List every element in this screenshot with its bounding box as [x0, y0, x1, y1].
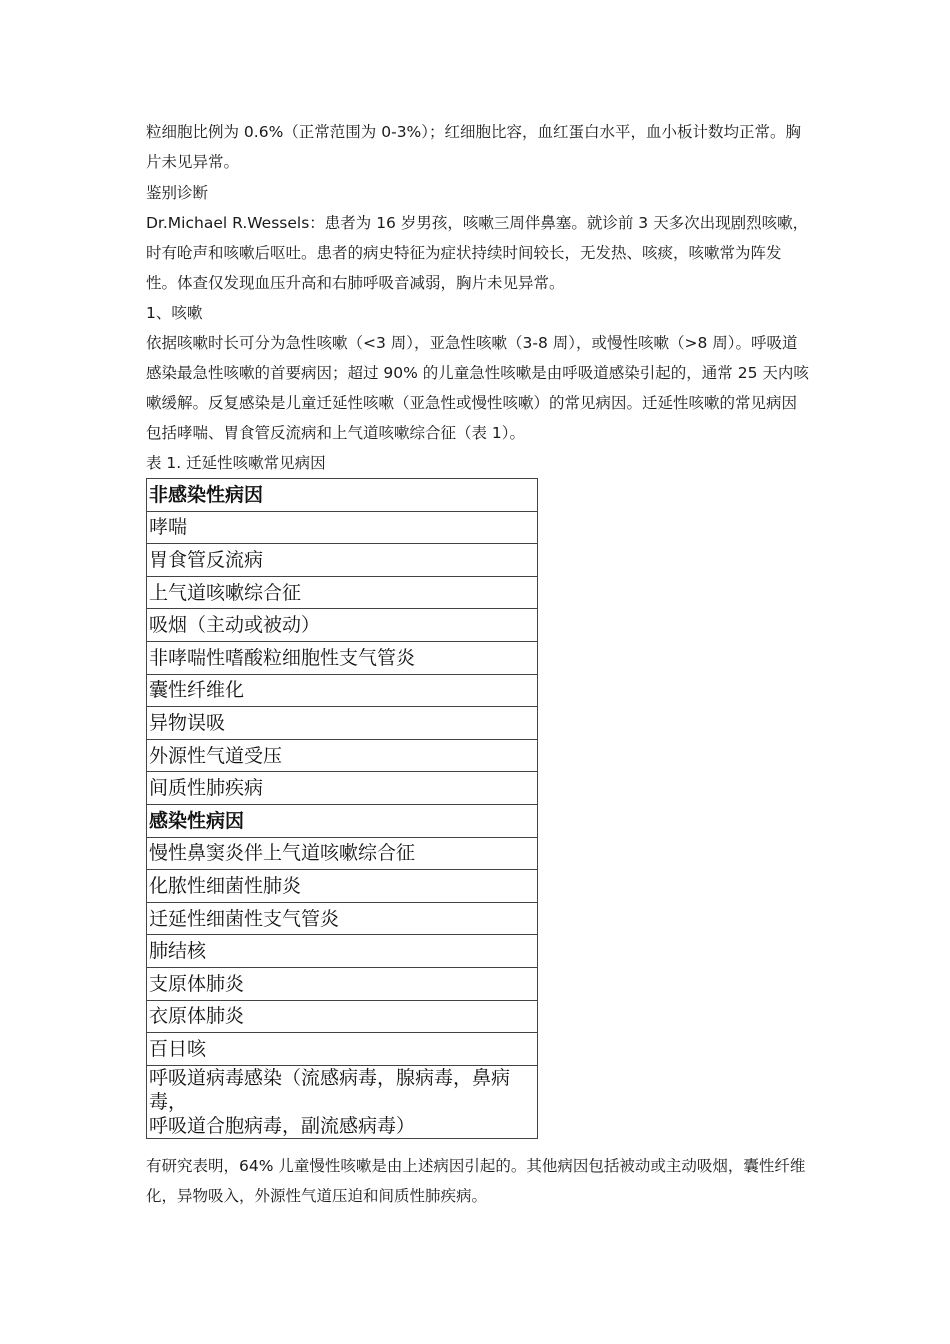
- table-row: [147, 837, 538, 870]
- table-cell: 百日咳: [147, 1033, 538, 1066]
- table-cell: 哮喘: [147, 511, 538, 544]
- table-cell: 呼吸道病毒感染（流感病毒，腺病毒，鼻病毒， 呼吸道合胞病毒，副流感病毒）: [147, 1065, 538, 1138]
- table-row: [147, 707, 538, 740]
- table-row: [147, 1033, 538, 1066]
- table-row: [147, 902, 538, 935]
- table-cell: 胃食管反流病: [147, 544, 538, 577]
- paragraph-cough-classification: 依据咳嗽时长可分为急性咳嗽（<3 周），亚急性咳嗽（3-8 周），或慢性咳嗽（>8 周）。呼吸道感染最急性咳嗽的首要病因；超过 90% 的儿童急性咳嗽是由呼吸道感染引起的，通常 25 天内咳嗽缓解。反复感染是儿童迁延性咳嗽（亚急性或慢性咳嗽）的常见病因。迁延性咳嗽的常见病因包括哮喘、胃食管反流病和上气道咳嗽综合征（表 1）。: [146, 334, 809, 442]
- table-cell: 外源性气道受压: [147, 739, 538, 772]
- table-group-header-noninfectious: 非感染性病因: [147, 479, 538, 512]
- table-cell: 上气道咳嗽综合征: [147, 576, 538, 609]
- table-row: [147, 1065, 538, 1138]
- table-row: [147, 674, 538, 707]
- table-cell: 支原体肺炎: [147, 967, 538, 1000]
- table-row: [147, 1000, 538, 1033]
- table-caption: 表 1. 迁延性咳嗽常见病因: [146, 454, 326, 472]
- table-group-header-infectious: 感染性病因: [147, 804, 538, 837]
- table-row: [147, 804, 538, 837]
- table-cell: 吸烟（主动或被动）: [147, 609, 538, 642]
- table-cell: 化脓性细菌性肺炎: [147, 870, 538, 903]
- table-cell: 迁延性细菌性支气管炎: [147, 902, 538, 935]
- paragraph-conclusion: 有研究表明，64% 儿童慢性咳嗽是由上述病因引起的。其他病因包括被动或主动吸烟，囊性纤维化，异物吸入，外源性气道压迫和间质性肺疾病。: [146, 1157, 806, 1205]
- table-cell: 异物误吸: [147, 707, 538, 740]
- table-cell: 衣原体肺炎: [147, 1000, 538, 1033]
- table-cell: 非哮喘性嗜酸粒细胞性支气管炎: [147, 641, 538, 674]
- table-row: [147, 544, 538, 577]
- table-row: [147, 772, 538, 805]
- table-row: [147, 935, 538, 968]
- section-heading-differential-diagnosis: 鉴别诊断: [146, 184, 209, 202]
- table-row: [147, 967, 538, 1000]
- paragraph-case-summary: Dr.Michael R.Wessels：患者为 16 岁男孩，咳嗽三周伴鼻塞。就诊前 3 天多次出现剧烈咳嗽，时有呛声和咳嗽后呕吐。患者的病史特征为症状持续时间较长，无发热、咳痰，咳嗽常为阵发性。体查仅发现血压升高和右肺呼吸音减弱，胸片未见异常。: [146, 214, 809, 292]
- table-cell: 间质性肺疾病: [147, 772, 538, 805]
- causes-table: [146, 478, 538, 1139]
- table-row: [147, 870, 538, 903]
- table-row: [147, 511, 538, 544]
- table-row: [147, 576, 538, 609]
- table-row: [147, 641, 538, 674]
- table-cell: 肺结核: [147, 935, 538, 968]
- table-row: [147, 479, 538, 512]
- table-cell: 囊性纤维化: [147, 674, 538, 707]
- table-cell: 慢性鼻窦炎伴上气道咳嗽综合征: [147, 837, 538, 870]
- section-heading-cough: 1、咳嗽: [146, 304, 203, 322]
- paragraph-lab-results: 粒细胞比例为 0.6%（正常范围为 0-3%）；红细胞比容，血红蛋白水平，血小板计数均正常。胸片未见异常。: [146, 123, 802, 171]
- table-row: [147, 739, 538, 772]
- table-row: [147, 609, 538, 642]
